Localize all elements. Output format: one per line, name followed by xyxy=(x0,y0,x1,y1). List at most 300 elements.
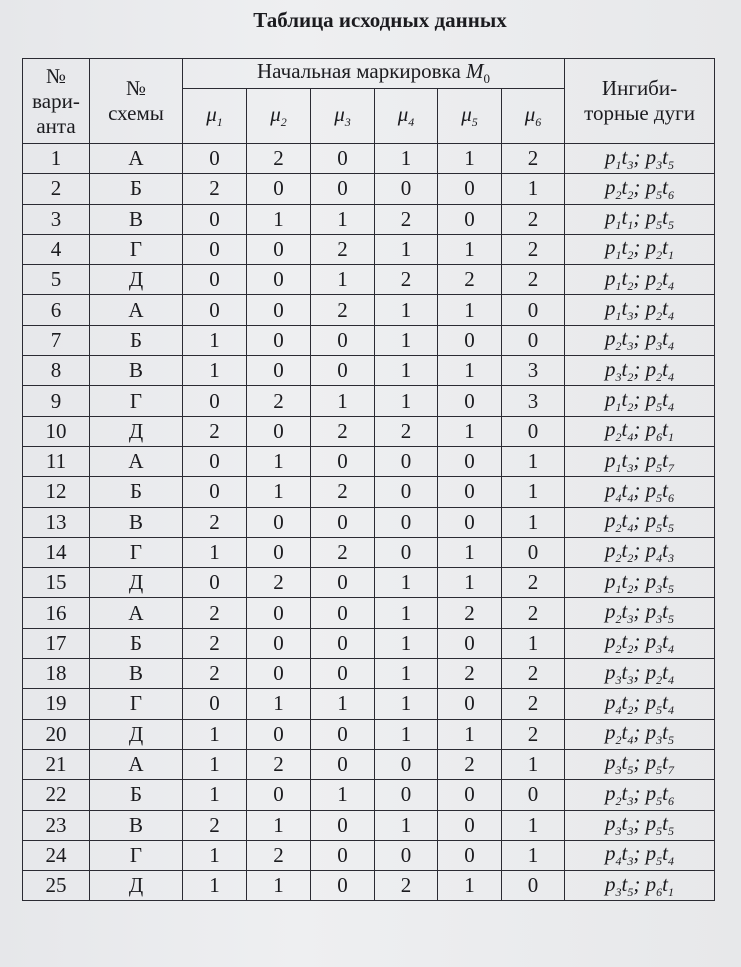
inhibitor-arcs-cell xyxy=(565,628,715,658)
marking-cell: 1 xyxy=(311,386,375,416)
arc-separator: ; xyxy=(633,659,646,684)
arc-letter: p xyxy=(645,174,657,199)
marking-cell: 2 xyxy=(502,234,565,264)
marking-cell: 0 xyxy=(375,749,438,779)
variant-cell: 20 xyxy=(23,719,90,749)
marking-cell: 1 xyxy=(502,628,565,658)
arc-letter: t xyxy=(621,447,628,472)
arc-index: 4 xyxy=(627,491,634,505)
arc-letter: p xyxy=(645,599,657,623)
marking-cell: 0 xyxy=(438,446,502,476)
arc-index: 2 xyxy=(615,339,622,354)
marking-cell: 1 xyxy=(375,234,438,264)
arc-index: 5 xyxy=(667,157,674,172)
arc-letter: p xyxy=(605,659,616,684)
marking-cell: 2 xyxy=(502,568,565,598)
mu-subscript: 3 xyxy=(344,115,351,130)
scheme-cell: Д xyxy=(90,416,183,446)
marking-cell: 0 xyxy=(247,598,311,628)
marking-cell: 2 xyxy=(311,477,375,507)
marking-cell: 0 xyxy=(438,689,502,719)
arc-index: 2 xyxy=(656,672,663,687)
arc-letter: p xyxy=(605,629,616,654)
marking-cell: 0 xyxy=(247,507,311,537)
marking-cell: 1 xyxy=(438,719,502,749)
arc-index: 1 xyxy=(667,430,674,445)
arc-index: 1 xyxy=(615,248,622,263)
arc-index: 5 xyxy=(656,491,663,505)
arc-index: 5 xyxy=(656,824,663,839)
variant-cell: 5 xyxy=(23,265,90,295)
scheme-cell: Б xyxy=(90,628,183,658)
marking-cell: 1 xyxy=(183,780,247,810)
arc-separator: ; xyxy=(633,508,646,533)
arc-letter: t xyxy=(621,326,628,351)
marking-cell: 2 xyxy=(502,659,565,689)
marking-cell: 1 xyxy=(183,537,247,567)
arc-separator: ; xyxy=(633,538,646,563)
arc-separator: ; xyxy=(633,356,646,381)
arc-letter: t xyxy=(621,538,628,563)
marking-cell: 0 xyxy=(438,477,502,507)
table-row xyxy=(23,871,715,901)
arc-index: 5 xyxy=(656,521,663,536)
marking-cell: 0 xyxy=(247,628,311,658)
arc-index: 2 xyxy=(656,369,663,384)
arc-index: 2 xyxy=(615,430,622,445)
variant-cell: 23 xyxy=(23,810,90,840)
marking-cell: 0 xyxy=(375,477,438,507)
table-row xyxy=(23,719,715,749)
inhibitor-arcs-cell xyxy=(565,780,715,810)
arc-letter: p xyxy=(605,356,616,381)
mu-symbol: μ xyxy=(461,101,472,126)
arc-letter: t xyxy=(621,205,628,230)
mu-symbol: μ xyxy=(397,101,409,126)
arc-index: 6 xyxy=(656,430,663,445)
inhibitor-header-line: Ингиби- xyxy=(601,76,678,100)
arc-separator: ; xyxy=(633,477,646,502)
arc-letter: t xyxy=(662,689,668,714)
arc-letter: p xyxy=(605,750,616,775)
arc-letter: t xyxy=(621,477,628,502)
arc-index: 3 xyxy=(627,824,634,839)
marking-cell: 1 xyxy=(247,689,311,719)
scheme-cell: Г xyxy=(90,689,183,719)
marking-cell: 0 xyxy=(502,325,565,355)
variant-cell: 24 xyxy=(23,840,90,870)
marking-cell: 0 xyxy=(502,416,565,446)
marking-cell: 2 xyxy=(438,598,502,628)
scheme-cell: Б xyxy=(90,325,183,355)
marking-cell: 1 xyxy=(311,265,375,295)
arc-letter: p xyxy=(605,811,616,836)
marking-cell: 1 xyxy=(247,871,311,901)
marking-cell: 0 xyxy=(375,537,438,567)
table-row xyxy=(23,628,715,658)
arc-separator: ; xyxy=(633,144,646,169)
mu-subscript: 1 xyxy=(216,115,223,130)
marking-cell: 0 xyxy=(375,446,438,476)
table-body xyxy=(23,144,715,901)
arc-index: 4 xyxy=(667,703,674,718)
marking-cell: 1 xyxy=(375,386,438,416)
mu-header-3 xyxy=(311,89,375,144)
variant-cell: 12 xyxy=(23,477,90,507)
arc-letter: p xyxy=(645,720,657,745)
marking-cell: 2 xyxy=(183,507,247,537)
arc-index: 6 xyxy=(667,793,674,808)
scheme-cell: А xyxy=(90,144,183,174)
marking-cell: 2 xyxy=(311,416,375,446)
variant-cell: 21 xyxy=(23,749,90,779)
marking-cell: 1 xyxy=(183,325,247,355)
arc-letter: p xyxy=(645,780,657,805)
marking-cell: 2 xyxy=(375,416,438,446)
table-row xyxy=(23,325,715,355)
inhibitor-arcs-cell xyxy=(565,568,715,598)
marking-cell: 0 xyxy=(247,537,311,567)
inhibitor-arcs-cell xyxy=(565,386,715,416)
table-row xyxy=(23,144,715,174)
variant-cell: 17 xyxy=(23,628,90,658)
scheme-header-line: № xyxy=(125,76,147,100)
marking-cell: 0 xyxy=(311,507,375,537)
arc-index: 2 xyxy=(656,309,663,324)
arc-index: 2 xyxy=(615,188,622,203)
mu-subscript: 2 xyxy=(280,115,287,130)
table-row xyxy=(23,568,715,598)
arc-letter: t xyxy=(662,386,668,411)
arc-letter: p xyxy=(645,508,657,533)
arc-separator: ; xyxy=(633,265,646,290)
arc-letter: t xyxy=(662,326,668,351)
arc-letter: p xyxy=(605,296,616,321)
marking-cell: 1 xyxy=(375,144,438,174)
mu-header-6 xyxy=(502,89,565,144)
marking-cell: 2 xyxy=(502,204,565,234)
marking-cell: 1 xyxy=(375,598,438,628)
arc-index: 4 xyxy=(667,672,674,687)
mu-symbol: μ xyxy=(334,101,345,126)
marking-cell: 0 xyxy=(502,537,565,567)
arc-separator: ; xyxy=(633,296,646,321)
marking-cell: 0 xyxy=(502,780,565,810)
marking-cell: 0 xyxy=(311,810,375,840)
arc-letter: t xyxy=(621,750,628,775)
arc-letter: t xyxy=(662,538,668,563)
arc-letter: p xyxy=(605,780,616,805)
marking-cell: 2 xyxy=(311,234,375,264)
marking-cell: 2 xyxy=(502,719,565,749)
marking-cell: 2 xyxy=(183,598,247,628)
arc-index: 3 xyxy=(615,763,622,778)
variant-cell: 6 xyxy=(23,295,90,325)
arc-letter: p xyxy=(605,205,616,230)
arc-letter: p xyxy=(605,447,616,472)
marking-cell: 0 xyxy=(311,568,375,598)
arc-letter: t xyxy=(662,508,668,533)
arc-letter: p xyxy=(645,386,657,411)
arc-letter: t xyxy=(662,356,668,381)
arc-index: 5 xyxy=(656,793,663,808)
scheme-cell: Г xyxy=(90,386,183,416)
arc-letter: p xyxy=(605,265,616,290)
mu-symbol: μ xyxy=(206,101,217,126)
inhibitor-arcs-cell xyxy=(565,507,715,537)
mu-header-2 xyxy=(247,89,311,144)
marking-cell: 0 xyxy=(247,719,311,749)
scheme-cell: Д xyxy=(90,265,183,295)
arc-index: 3 xyxy=(656,612,663,627)
inhibitor-arcs-cell xyxy=(565,295,715,325)
variant-cell: 19 xyxy=(23,689,90,719)
marking-cell: 2 xyxy=(247,749,311,779)
source-data-table xyxy=(22,58,715,901)
arc-letter: p xyxy=(645,417,657,442)
scheme-cell: В xyxy=(90,356,183,386)
marking-cell: 1 xyxy=(438,295,502,325)
arc-index: 4 xyxy=(667,309,674,324)
arc-letter: p xyxy=(605,174,616,199)
marking-cell: 0 xyxy=(311,840,375,870)
arc-letter: t xyxy=(621,174,628,199)
arc-index: 1 xyxy=(615,309,622,324)
arc-index: 4 xyxy=(627,733,634,748)
arc-letter: p xyxy=(605,538,616,563)
arc-letter: t xyxy=(662,417,668,442)
arc-letter: p xyxy=(605,144,616,169)
marking-cell: 1 xyxy=(311,204,375,234)
variant-cell: 2 xyxy=(23,174,90,204)
table-row xyxy=(23,295,715,325)
arc-separator: ; xyxy=(633,417,646,442)
arc-letter: t xyxy=(662,599,668,623)
arc-letter: p xyxy=(645,144,657,169)
marking-cell: 1 xyxy=(375,356,438,386)
arc-index: 4 xyxy=(656,551,663,566)
arc-letter: p xyxy=(645,871,657,896)
marking-cell: 2 xyxy=(375,265,438,295)
table-title: Таблица исходных данных xyxy=(253,8,507,32)
marking-cell: 2 xyxy=(247,840,311,870)
arc-letter: p xyxy=(605,599,616,623)
variant-cell: 10 xyxy=(23,416,90,446)
arc-index: 3 xyxy=(656,642,663,657)
inhibitor-arcs-cell xyxy=(565,234,715,264)
marking-cell: 1 xyxy=(375,568,438,598)
arc-index: 3 xyxy=(656,157,663,172)
marking-cell: 0 xyxy=(311,659,375,689)
marking-cell: 0 xyxy=(438,386,502,416)
marking-cell: 1 xyxy=(183,719,247,749)
inhibitor-arcs-cell xyxy=(565,416,715,446)
arc-letter: t xyxy=(662,205,668,230)
marking-cell: 1 xyxy=(502,749,565,779)
marking-cell: 0 xyxy=(438,174,502,204)
arc-index: 1 xyxy=(667,248,674,263)
table-row xyxy=(23,659,715,689)
arc-index: 3 xyxy=(627,157,634,172)
scheme-cell: В xyxy=(90,810,183,840)
inhibitor-arcs-cell xyxy=(565,477,715,507)
marking-cell: 0 xyxy=(247,659,311,689)
marking-cell: 0 xyxy=(183,234,247,264)
arc-letter: p xyxy=(605,689,616,714)
arc-index: 2 xyxy=(615,551,622,566)
mu-symbol: μ xyxy=(270,101,281,126)
arc-letter: p xyxy=(645,750,657,775)
arc-index: 6 xyxy=(667,188,674,203)
arc-letter: p xyxy=(645,447,657,472)
variant-cell: 25 xyxy=(23,871,90,901)
arc-index: 5 xyxy=(667,733,674,748)
marking-cell: 1 xyxy=(502,840,565,870)
arc-separator: ; xyxy=(633,841,646,866)
inhibitor-arcs-cell xyxy=(565,174,715,204)
arc-separator: ; xyxy=(633,599,646,623)
marking-cell: 0 xyxy=(311,749,375,779)
marking-cell: 1 xyxy=(183,356,247,386)
marking-cell: 0 xyxy=(183,568,247,598)
marking-cell: 0 xyxy=(311,356,375,386)
arc-index: 3 xyxy=(627,672,634,687)
arc-separator: ; xyxy=(633,326,646,351)
scheme-cell: В xyxy=(90,204,183,234)
arc-letter: p xyxy=(605,568,616,593)
variant-cell: 16 xyxy=(23,598,90,628)
marking-cell: 1 xyxy=(247,810,311,840)
marking-cell: 0 xyxy=(311,325,375,355)
marking-cell: 1 xyxy=(438,234,502,264)
marking-cell: 0 xyxy=(311,446,375,476)
marking-cell: 1 xyxy=(502,477,565,507)
table-row xyxy=(23,749,715,779)
arc-index: 5 xyxy=(656,218,663,233)
marking-cell: 2 xyxy=(247,386,311,416)
arc-letter: t xyxy=(621,144,628,169)
marking-cell: 1 xyxy=(375,325,438,355)
arc-letter: t xyxy=(662,811,668,836)
marking-cell: 0 xyxy=(183,446,247,476)
variant-cell: 14 xyxy=(23,537,90,567)
arc-letter: t xyxy=(621,508,628,533)
marking-cell: 2 xyxy=(438,749,502,779)
marking-symbol xyxy=(466,59,491,87)
variant-header xyxy=(23,59,90,144)
arc-letter: t xyxy=(662,174,668,199)
arc-letter: t xyxy=(662,780,668,805)
inhibitor-arcs-cell xyxy=(565,144,715,174)
marking-cell: 1 xyxy=(438,871,502,901)
mu-subscript: 6 xyxy=(535,115,542,130)
arc-letter: p xyxy=(605,235,616,260)
arc-letter: p xyxy=(605,508,616,533)
arc-letter: p xyxy=(605,386,616,411)
mu-header-5 xyxy=(438,89,502,144)
variant-cell: 4 xyxy=(23,234,90,264)
arc-letter: t xyxy=(662,568,668,593)
arc-index: 2 xyxy=(627,551,634,566)
marking-cell: 1 xyxy=(438,144,502,174)
marking-cell: 0 xyxy=(247,325,311,355)
arc-letter: t xyxy=(621,629,628,654)
inhibitor-arcs-cell xyxy=(565,356,715,386)
marking-cell: 1 xyxy=(247,477,311,507)
marking-cell: 0 xyxy=(311,871,375,901)
arc-index: 2 xyxy=(656,278,663,293)
arc-letter: t xyxy=(662,871,668,896)
scheme-cell: Б xyxy=(90,174,183,204)
arc-index: 1 xyxy=(615,278,622,293)
scheme-cell: Г xyxy=(90,234,183,264)
arc-index: 5 xyxy=(667,521,674,536)
marking-cell: 2 xyxy=(183,174,247,204)
scheme-cell: Д xyxy=(90,719,183,749)
arc-index: 3 xyxy=(627,793,634,808)
arc-separator: ; xyxy=(633,568,646,593)
marking-cell: 0 xyxy=(183,477,247,507)
arc-letter: t xyxy=(662,841,668,866)
arc-index: 6 xyxy=(656,884,663,899)
marking-cell: 0 xyxy=(311,174,375,204)
arc-index: 2 xyxy=(615,521,622,536)
arc-index: 7 xyxy=(667,763,674,778)
arc-letter: t xyxy=(662,296,668,321)
marking-cell: 0 xyxy=(247,174,311,204)
variant-cell: 15 xyxy=(23,568,90,598)
arc-index: 5 xyxy=(656,400,663,415)
arc-letter: p xyxy=(645,629,657,654)
marking-cell: 1 xyxy=(375,659,438,689)
arc-index: 3 xyxy=(656,339,663,354)
marking-cell: 1 xyxy=(183,749,247,779)
arc-index: 3 xyxy=(627,309,634,324)
marking-cell: 1 xyxy=(438,356,502,386)
table-row xyxy=(23,598,715,628)
arc-letter: p xyxy=(645,235,657,260)
scheme-cell: А xyxy=(90,295,183,325)
marking-cell: 2 xyxy=(438,659,502,689)
table-row xyxy=(23,356,715,386)
marking-cell: 0 xyxy=(311,144,375,174)
arc-index: 4 xyxy=(615,491,622,505)
arc-index: 2 xyxy=(627,400,634,415)
arc-letter: t xyxy=(621,356,628,381)
arc-separator: ; xyxy=(633,386,646,411)
marking-cell: 1 xyxy=(247,446,311,476)
arc-letter: p xyxy=(605,477,616,502)
marking-cell: 3 xyxy=(502,386,565,416)
arc-separator: ; xyxy=(633,720,646,745)
mu-symbol: μ xyxy=(524,101,536,126)
arc-index: 2 xyxy=(627,642,634,657)
arc-index: 7 xyxy=(667,460,674,475)
arc-index: 3 xyxy=(615,369,622,384)
inhibitor-header xyxy=(565,59,715,144)
table-row xyxy=(23,174,715,204)
marking-cell: 1 xyxy=(375,628,438,658)
inhibitor-arcs-cell xyxy=(565,446,715,476)
marking-cell: 0 xyxy=(502,295,565,325)
variant-cell: 18 xyxy=(23,659,90,689)
scheme-cell: В xyxy=(90,507,183,537)
arc-index: 4 xyxy=(667,854,674,869)
arc-letter: t xyxy=(621,841,628,866)
scheme-header xyxy=(90,59,183,144)
arc-index: 5 xyxy=(656,188,663,203)
marking-cell: 1 xyxy=(375,295,438,325)
